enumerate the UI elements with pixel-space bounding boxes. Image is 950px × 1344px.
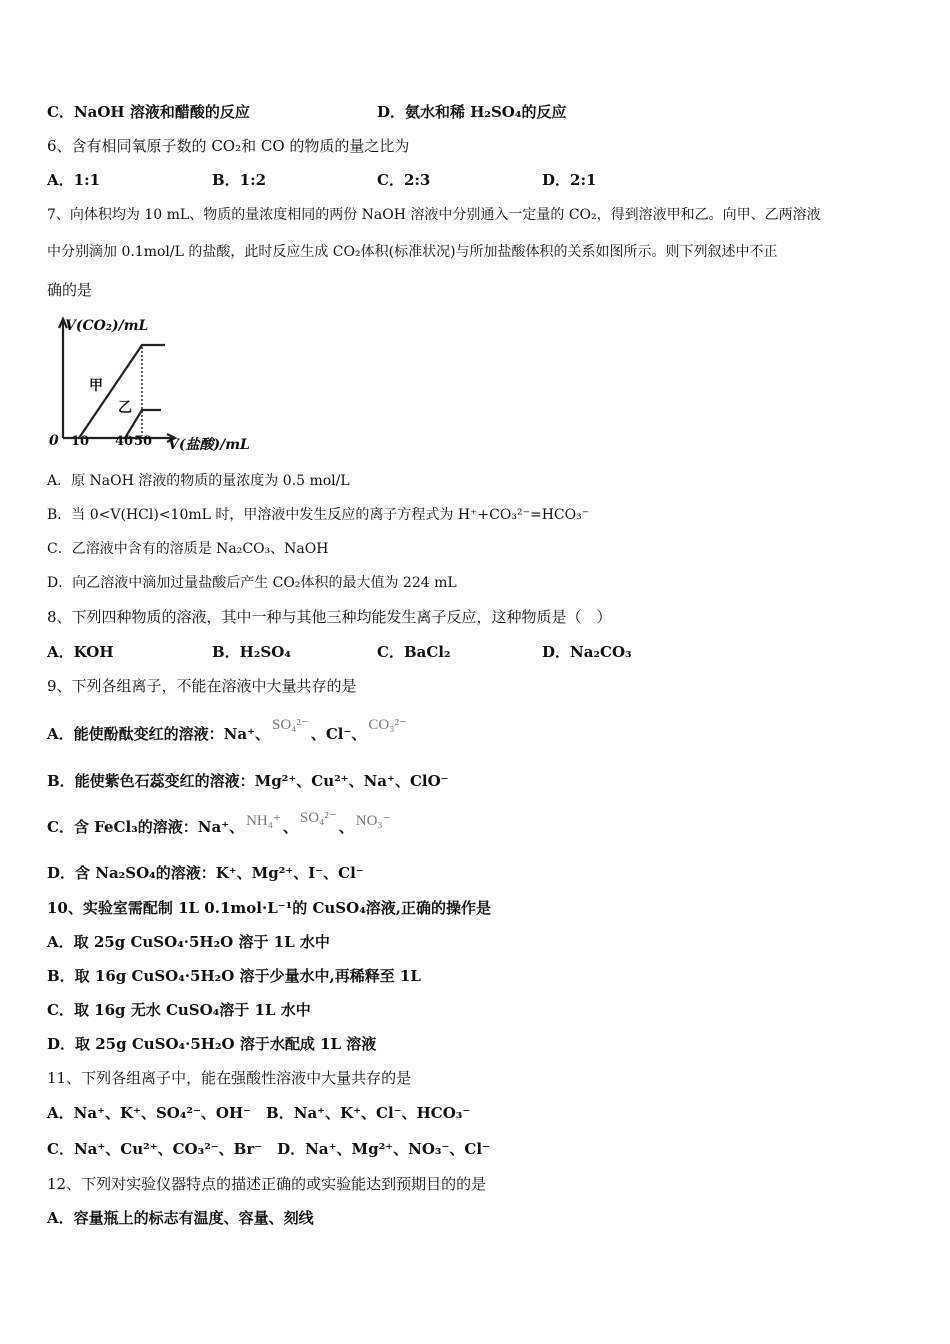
origin-label: 0: [49, 433, 59, 449]
q10-stem: 10、实验室需配制 1L 0.1mol·L⁻¹的 CuSO₄溶液,正确的操作是: [47, 899, 491, 917]
q10-option-c: C．取 16g 无水 CuSO₄溶于 1L 水中: [47, 1001, 311, 1019]
q8-option-b: B．H₂SO₄: [212, 643, 291, 661]
q6-option-a: A．1:1: [47, 171, 101, 189]
y-axis-label: V(CO₂)/mL: [65, 318, 149, 334]
q9-option-c-ion1: NH₄⁺: [246, 813, 281, 829]
q12-option-a: A．容量瓶上的标志有温度、容量、刻线: [47, 1209, 314, 1227]
q9-option-a-ion2: CO₃²⁻: [368, 717, 407, 733]
q7-option-a: A．原 NaOH 溶液的物质的量浓度为 0.5 mol/L: [47, 473, 350, 489]
tick-40: 40: [115, 434, 134, 449]
q9-option-c-ion2: SO₄²⁻: [299, 810, 337, 826]
q9-option-b: B．能使紫色石蕊变红的溶液：Mg²⁺、Cu²⁺、Na⁺、ClO⁻: [47, 772, 449, 790]
q9-option-a-ion1: SO₄²⁻: [272, 717, 309, 733]
q7-stem-line1: 7、向体积均为 10 mL、物质的量浓度相同的两份 NaOH 溶液中分别通入一定量的 CO₂，得到溶液甲和乙。向甲、乙两溶液: [47, 207, 821, 223]
q8-option-c: C．BaCl₂: [377, 643, 451, 661]
q9-option-c-sep1: 、: [282, 818, 298, 836]
q7-option-b: B．当 0<V(HCl)<10mL 时，甲溶液中发生反应的离子方程式为 H⁺+CO₃²⁻=HCO₃⁻: [47, 507, 590, 523]
q9-option-c-sep2: 、: [338, 818, 354, 836]
q7-option-c: C．乙溶液中含有的溶质是 Na₂CO₃、NaOH: [47, 541, 329, 557]
q11-stem: 11、下列各组离子中，能在强酸性溶液中大量共存的是: [47, 1069, 412, 1087]
q6-option-b: B．1:2: [212, 171, 267, 189]
q10-option-a: A．取 25g CuSO₄·5H₂O 溶于 1L 水中: [47, 933, 330, 951]
q7-stem-line3: 确的是: [47, 281, 93, 299]
q9-option-d: D．含 Na₂SO₄的溶液：K⁺、Mg²⁺、I⁻、Cl⁻: [47, 864, 364, 882]
q9-option-c-prefix: C．含 FeCl₃的溶液：Na⁺、: [47, 818, 245, 836]
q8-option-d: D．Na₂CO₃: [542, 643, 632, 661]
curve-jia-label: 甲: [89, 378, 103, 394]
tick-50: 50: [134, 434, 153, 449]
q8-option-a: A．KOH: [47, 643, 114, 661]
q6-option-d: D．2:1: [542, 171, 597, 189]
q7-stem-line2: 中分别滴加 0.1mol/L 的盐酸，此时反应生成 CO₂体积(标准状况)与所加盐酸体积的关系如图所示。则下列叙述中不正: [47, 244, 778, 260]
q11-options-line2: C．Na⁺、Cu²⁺、CO₃²⁻、Br⁻ D．Na⁺、Mg²⁺、NO₃⁻、Cl⁻: [47, 1140, 490, 1158]
q5-option-c: C．NaOH 溶液和醋酸的反应: [47, 103, 250, 121]
q11-options-line1: A．Na⁺、K⁺、SO₄²⁻、OH⁻ B．Na⁺、K⁺、Cl⁻、HCO₃⁻: [47, 1104, 471, 1122]
q9-option-c-ion3: NO₃⁻: [355, 813, 391, 829]
q5-option-d: D．氨水和稀 H₂SO₄的反应: [377, 103, 567, 121]
q8-stem: 8、下列四种物质的溶液，其中一种与其他三种均能发生离子反应，这种物质是（ ）: [47, 608, 612, 626]
tick-10: 10: [71, 434, 90, 449]
q9-option-c: [47, 810, 393, 838]
curve-yi-label: 乙: [118, 400, 132, 416]
q12-stem: 12、下列对实验仪器特点的描述正确的或实验能达到预期目的的是: [47, 1175, 487, 1193]
q6-option-c: C．2:3: [377, 171, 431, 189]
q7-graph: [45, 314, 260, 454]
q9-option-a-mid: 、Cl⁻、: [310, 725, 367, 743]
q6-stem: 6、含有相同氧原子数的 CO₂和 CO 的物质的量之比为: [47, 137, 410, 155]
q9-stem: 9、下列各组离子，不能在溶液中大量共存的是: [47, 677, 357, 695]
q10-option-b: B．取 16g CuSO₄·5H₂O 溶于少量水中,再稀释至 1L: [47, 967, 421, 985]
q7-option-d: D．向乙溶液中滴加过量盐酸后产生 CO₂体积的最大值为 224 mL: [47, 575, 457, 591]
q9-option-a-prefix: A．能使酚酞变红的溶液：Na⁺、: [47, 725, 270, 743]
x-axis-label: V(盐酸)/mL: [168, 437, 250, 453]
q10-option-d: D．取 25g CuSO₄·5H₂O 溶于水配成 1L 溶液: [47, 1035, 377, 1053]
q9-option-a: [47, 717, 409, 745]
